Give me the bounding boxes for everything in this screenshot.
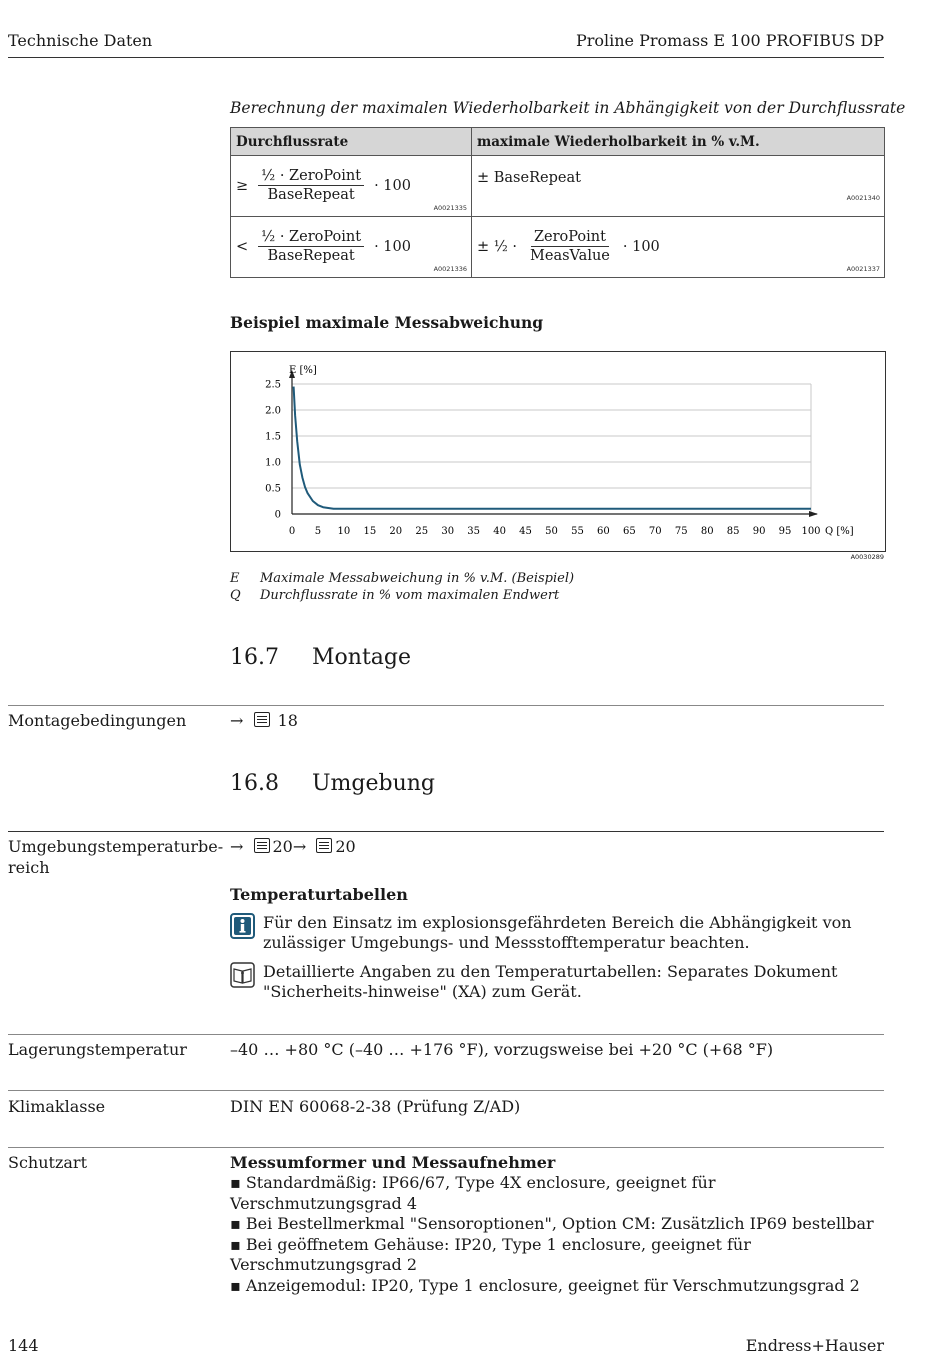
page-ref-icon [316, 838, 332, 853]
list-item: ▪ Anzeigemodul: IP20, Type 1 enclosure, geeignet für Verschmutzungsgrad 2 [230, 1276, 885, 1297]
chart-graphic-code: A0030289 [850, 553, 884, 561]
graphic-code: A0021340 [846, 194, 880, 202]
info-note-text: Für den Einsatz im explosionsgefährdeten Bereich die Abhängigkeit von zulässiger Umgebungs- und Messstofftemperatur beachten. [263, 913, 852, 952]
graphic-code: A0021335 [433, 204, 467, 212]
section-number-montage: 16.7 [230, 645, 279, 670]
x-tick-label: 20 [389, 526, 403, 537]
x-tick-label: 5 [314, 526, 322, 537]
montage-label: Montagebedingungen [8, 711, 187, 730]
temp-tables-heading: Temperaturtabellen [230, 885, 408, 904]
operator: < [236, 239, 249, 255]
calc-cell-flow-2 [231, 217, 472, 278]
fraction-numerator: ½ · ZeroPoint [258, 168, 364, 186]
x-tick-label: 85 [726, 526, 740, 537]
example-heading: Beispiel maximale Messabweichung [230, 313, 544, 332]
page-ref-icon [254, 712, 270, 727]
legend-symbol: E [230, 571, 240, 586]
legend-text: Maximale Messabweichung in % v.M. (Beispiel) [260, 571, 575, 586]
multiplier: · 100 [622, 239, 660, 255]
storage-temp-value: –40 … +80 °C (–40 … +176 °F), vorzugsweise bei +20 °C (+68 °F) [230, 1040, 774, 1059]
series-line [294, 387, 811, 509]
calc-table [230, 127, 885, 278]
protection-list [230, 1173, 885, 1296]
legend-symbol: Q [230, 588, 241, 603]
fraction-denominator: MeasValue [530, 248, 610, 264]
divider [8, 705, 884, 706]
montage-reference[interactable] [230, 710, 298, 731]
x-axis-label: Q [%] [825, 526, 854, 537]
section-title-montage: Montage [312, 645, 411, 670]
result-formula: ± BaseRepeat [477, 170, 581, 186]
page-ref-icon [254, 838, 270, 853]
section-title-umgebung: Umgebung [312, 771, 436, 796]
info-icon [230, 913, 255, 953]
fraction [258, 229, 364, 265]
graphic-code: A0021336 [433, 265, 467, 273]
x-tick-label: 50 [545, 526, 558, 537]
x-tick-label: 45 [519, 526, 532, 537]
x-tick-label: 25 [415, 526, 429, 537]
multiplier: · 100 [374, 178, 411, 194]
y-tick-label: 1.5 [265, 431, 281, 443]
list-item: ▪ Bei Bestellmerkmal "Sensoroptionen", Option CM: Zusätzlich IP69 bestellbar [230, 1214, 885, 1235]
calc-col-flow: Durchflussrate [231, 128, 472, 156]
calc-col-repeat: maximale Wiederholbarkeit in % v.M. [472, 128, 885, 156]
climate-class-value: DIN EN 60068-2-38 (Prüfung Z/AD) [230, 1097, 521, 1116]
y-axis-label: E [%] [289, 365, 317, 376]
ambient-temp-reference[interactable] [230, 836, 356, 857]
error-chart-svg [231, 352, 885, 551]
x-tick-label: 40 [493, 526, 506, 537]
x-tick-label: 30 [441, 526, 455, 537]
multiplier: · 100 [374, 239, 411, 255]
info-note [230, 913, 885, 953]
x-tick-label: 15 [363, 526, 377, 537]
calc-cell-repeat-2 [472, 217, 885, 278]
arrow-icon: → [230, 711, 244, 730]
section-number-umgebung: 16.8 [230, 771, 279, 796]
protection-label: Schutzart [8, 1153, 88, 1172]
divider [8, 1034, 884, 1035]
fraction-numerator: ZeroPoint [531, 229, 609, 247]
chart-legend-q [230, 588, 559, 603]
divider [8, 1090, 884, 1091]
book-icon [230, 962, 255, 1002]
label-line: Umgebungstemperaturbe- [8, 837, 224, 856]
page-number: 144 [8, 1336, 39, 1355]
y-tick-label: 1.0 [265, 457, 281, 469]
x-tick-label: 90 [752, 526, 766, 537]
y-tick-label: 0 [274, 509, 281, 521]
x-axis-arrow [809, 511, 818, 517]
storage-temp-label: Lagerungstemperatur [8, 1040, 187, 1059]
header-rule [8, 57, 884, 58]
error-chart [230, 351, 886, 552]
result-prefix: ± ½ · [477, 239, 518, 255]
fraction [258, 168, 364, 204]
operator: ≥ [236, 178, 249, 194]
label-line: reich [8, 858, 50, 877]
y-tick-label: 2.5 [265, 379, 281, 391]
page-number: 20 [335, 837, 356, 856]
calc-cell-repeat-1 [472, 156, 885, 217]
fraction-denominator: BaseRepeat [267, 187, 355, 203]
header-product-name: Proline Promass E 100 PROFIBUS DP [575, 31, 884, 50]
graphic-code: A0021337 [846, 265, 880, 273]
table-row [231, 217, 885, 278]
x-tick-label: 35 [467, 526, 481, 537]
fraction-numerator: ½ · ZeroPoint [258, 229, 364, 247]
x-tick-label: 55 [571, 526, 584, 537]
protection-heading: Messumformer und Messaufnehmer [230, 1153, 556, 1172]
divider [8, 831, 884, 832]
x-tick-label: 95 [778, 526, 792, 537]
climate-class-label: Klimaklasse [8, 1097, 106, 1116]
fraction-denominator: BaseRepeat [267, 248, 355, 264]
divider [8, 1147, 884, 1148]
x-tick-label: 10 [337, 526, 351, 537]
brand-name: Endress+Hauser [745, 1336, 884, 1355]
chart-legend-e [230, 571, 574, 586]
x-tick-label: 0 [288, 526, 296, 537]
ambient-temp-label [8, 836, 224, 878]
x-tick-label: 80 [700, 526, 714, 537]
legend-text: Durchflussrate in % vom maximalen Endwert [260, 588, 560, 603]
x-tick-label: 60 [597, 526, 610, 537]
calc-cell-flow-1 [231, 156, 472, 217]
list-item: ▪ Bei geöffnetem Gehäuse: IP20, Type 1 enclosure, geeignet für Verschmutzungsgrad 2 [230, 1235, 885, 1276]
list-item: ▪ Standardmäßig: IP66/67, Type 4X enclosure, geeignet für Verschmutzungsgrad 4 [230, 1173, 885, 1214]
document-note [230, 962, 885, 1002]
arrow-icon: → [230, 837, 244, 856]
document-note-text: Detaillierte Angaben zu den Temperaturtabellen: Separates Dokument "Sicherheits-hinweise" (XA) zum Gerät. [263, 962, 838, 1001]
x-tick-label: 75 [674, 526, 688, 537]
y-tick-label: 0.5 [265, 483, 281, 495]
header-section-title: Technische Daten [8, 31, 153, 50]
page-number: 20→ [272, 837, 307, 856]
x-tick-label: 70 [648, 526, 662, 537]
x-tick-label: 100 [801, 526, 821, 537]
page-number: 18 [277, 711, 298, 730]
table-row [231, 156, 885, 217]
calc-table-caption: Berechnung der maximalen Wiederholbarkeit in Abhängigkeit von der Durchflussrate [230, 99, 906, 117]
fraction [527, 229, 613, 265]
x-tick-label: 65 [622, 526, 636, 537]
y-tick-label: 2.0 [265, 405, 281, 417]
